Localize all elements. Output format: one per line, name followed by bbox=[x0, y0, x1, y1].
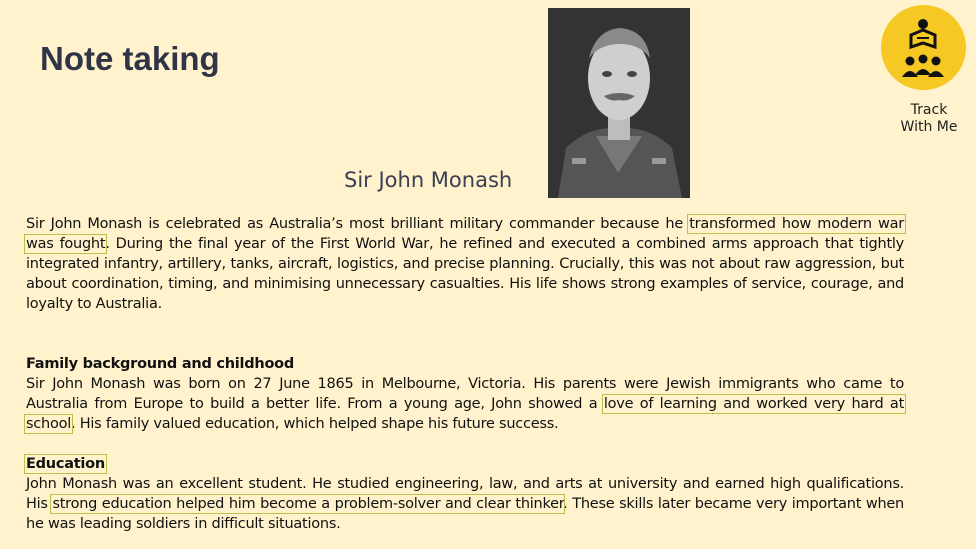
education-text-1: John Monash was an excellent student. He studied engineering, law, and arts at university and earned high qualifications. His bbox=[26, 476, 904, 512]
intro-paragraph bbox=[26, 214, 904, 314]
family-heading: Family background and childhood bbox=[26, 356, 295, 372]
education-highlight: strong education helped him become a problem-solver and clear thinker bbox=[52, 496, 564, 512]
subtitle: Sir John Monash bbox=[344, 168, 513, 192]
portrait-illustration bbox=[548, 8, 690, 198]
education-text-2: . These skills later became very important when he was leading soldiers in difficult situations. bbox=[26, 496, 904, 532]
teacher-group-icon bbox=[881, 5, 966, 90]
page-title: Note taking bbox=[40, 40, 220, 77]
intro-text-2: . During the final year of the First World War, he refined and executed a combined arms approach that tightly integrated infantry, artillery, tanks, aircraft, logistics, and precise planning. Crucially, this was not about raw aggression, but about coordination, timing, and minimising unnecessary casualties. His life shows strong examples of service, courage, and loyalty to Australia. bbox=[26, 236, 905, 312]
portrait-photo bbox=[548, 8, 690, 198]
intro-highlight: transformed how modern war was fought bbox=[26, 216, 904, 252]
education-section bbox=[26, 454, 904, 534]
family-text-1: Sir John Monash was born on 27 June 1865 in Melbourne, Victoria. His parents were Jewish immigrants who came to Australia from Europe to build a better life. From a young age, John showed a bbox=[26, 376, 904, 412]
track-with-me-label bbox=[880, 102, 976, 136]
education-heading: Education bbox=[26, 456, 105, 472]
family-highlight: love of learning and worked very hard at school bbox=[26, 396, 905, 432]
track-label-line2: With Me bbox=[900, 119, 958, 135]
track-with-me-badge bbox=[881, 5, 966, 90]
track-label-line1: Track bbox=[910, 102, 948, 118]
family-text-2: . His family valued education, which helped shape his future success. bbox=[71, 416, 559, 432]
family-section bbox=[26, 354, 904, 434]
intro-text-1: Sir John Monash is celebrated as Australia’s most brilliant military commander because he bbox=[26, 216, 690, 232]
